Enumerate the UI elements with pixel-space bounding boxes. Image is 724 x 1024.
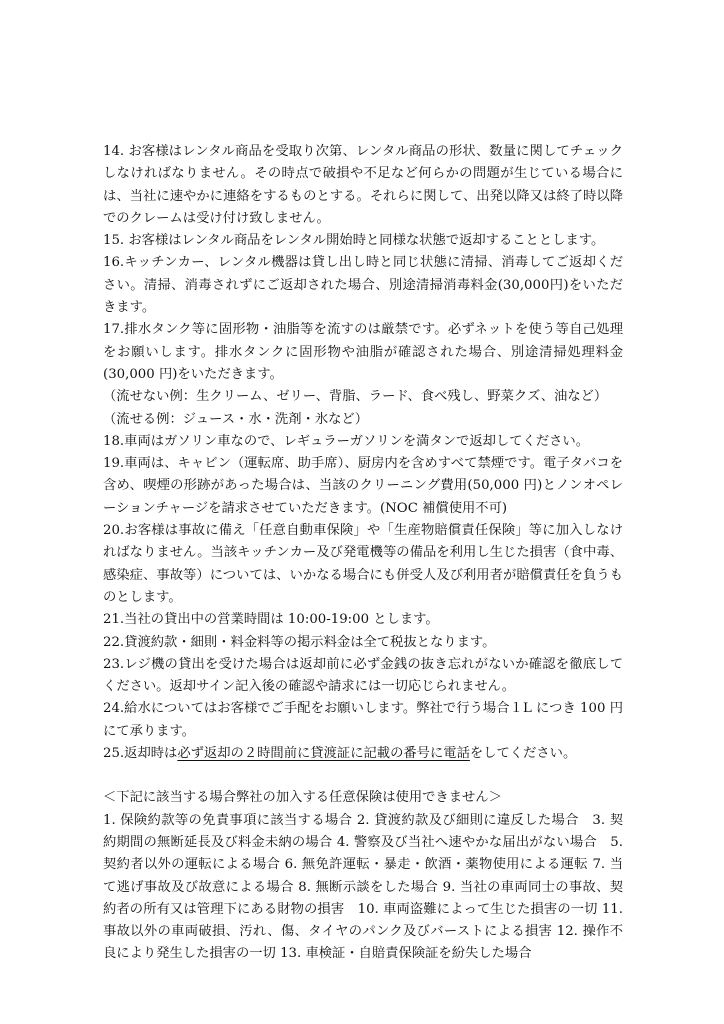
clause-17-flushable-examples: （流せる例：ジュース・水・洗剤・氷など） [103,411,369,427]
clause-14: 14. お客様はレンタル商品を受取り次第、レンタル商品の形状、数量に関してチェックしなければなりません。その時点で破損や不足など何らかの問題が生じている場合には、当社に速やかに連絡をするものとする。それらに関して、出発以降又は終了時以降でのクレームは受け付け致しません。 [103,144,623,226]
exclusions-heading: ＜下記に該当する場合弊社の加入する任意保険は使用できません＞ [103,790,502,806]
clause-19: 19.車両は、キャビン（運転席、助手席）、厨房内を含めすべて禁煙です。電子タバコを含め、喫煙の形跡があった場合は、当該のクリーニング費用(50,000 円)とノンオペレーションチャージを請求させていただきます。(NOC 補償使用不可) [103,456,623,516]
section-gap [103,765,623,787]
document-page [103,141,623,966]
clause-25-prefix: 25.返却時は [103,746,178,762]
clause-17-not-flushable-examples: （流せない例：生クリーム、ゼリー、背脂、ラード、食べ残し、野菜クズ、油など） [103,389,608,405]
clause-21: 21.当社の貸出中の営業時間は 10:00-19:00 とします。 [103,612,439,628]
clause-17: 17.排水タンク等に固形物・油脂等を流すのは厳禁です。必ずネットを使う等自己処理をお願いします。排水タンクに固形物や油脂が確認された場合、別途清掃処理料金(30,000 円)をいただきます。 [103,322,623,382]
clause-22: 22.貸渡約款・細則・料金料等の掲示料金は全て税抜となります。 [103,634,496,650]
clause-18: 18.車両はガソリン車なので、レギュラーガソリンを満タンで返却してください。 [103,433,590,449]
clause-20: 20.お客様は事故に備え「任意自動車保険」や「生産物賠償責任保険」等に加入しなければなりません。当該キッチンカー及び発電機等の備品を利用し生じた損害（食中毒、感染症、事故等）については、いかなる場合にも併受人及び利用者が賠償責任を負うものとします。 [103,523,623,605]
clause-16: 16.キッチンカー、レンタル機器は貸し出し時と同じ状態に清掃、消毒してご返却ください。清掃、消毒されずにご返却された場合、別途清掃消毒料金(30,000円)をいただきます。 [103,255,623,316]
clause-25 [103,743,623,765]
clause-15: 15. お客様はレンタル商品をレンタル開始時と同様な状態で返却することとします。 [103,233,605,249]
exclusions-list: 1. 保険約款等の免責事項に該当する場合 2. 貸渡約款及び細則に違反した場合 3. 契約期間の無断延長及び料金未納の場合 4. 警察及び当社へ速やかな届出がない場合 5. 契約者以外の運転による場合 6. 無免許運転・暴走・飲酒・薬物使用による運転 7. 当て逃げ事故及び故意による場合 8. 無断示談をした場合 9. 当社の車両同士の事故、契約者の所有又は管理下にある財物の損害 10. 車両盗難によって生じた損害の一切 11. 事故以外の車両破損、汚れ、傷、タイヤのパンク及びバーストによる損害 12. 操作不良により発生した損害の一切 13. 車検証・自賠責保険証を紛失した場合 [103,812,623,962]
clause-24: 24.給水についてはお客様でご手配をお願いします。弊社で行う場合１L につき 100 円にて承ります。 [103,701,623,739]
clause-25-suffix: をしてください。 [469,746,577,762]
clause-23: 23.レジ機の貸出を受けた場合は返却前に必ず金銭の抜き忘れがないか確認を徹底してください。返却サイン記入後の確認や請求には一切応じられません。 [103,656,623,695]
clause-25-underlined: 必ず返却の２時間前に貸渡証に記載の番号に電話 [177,746,470,762]
